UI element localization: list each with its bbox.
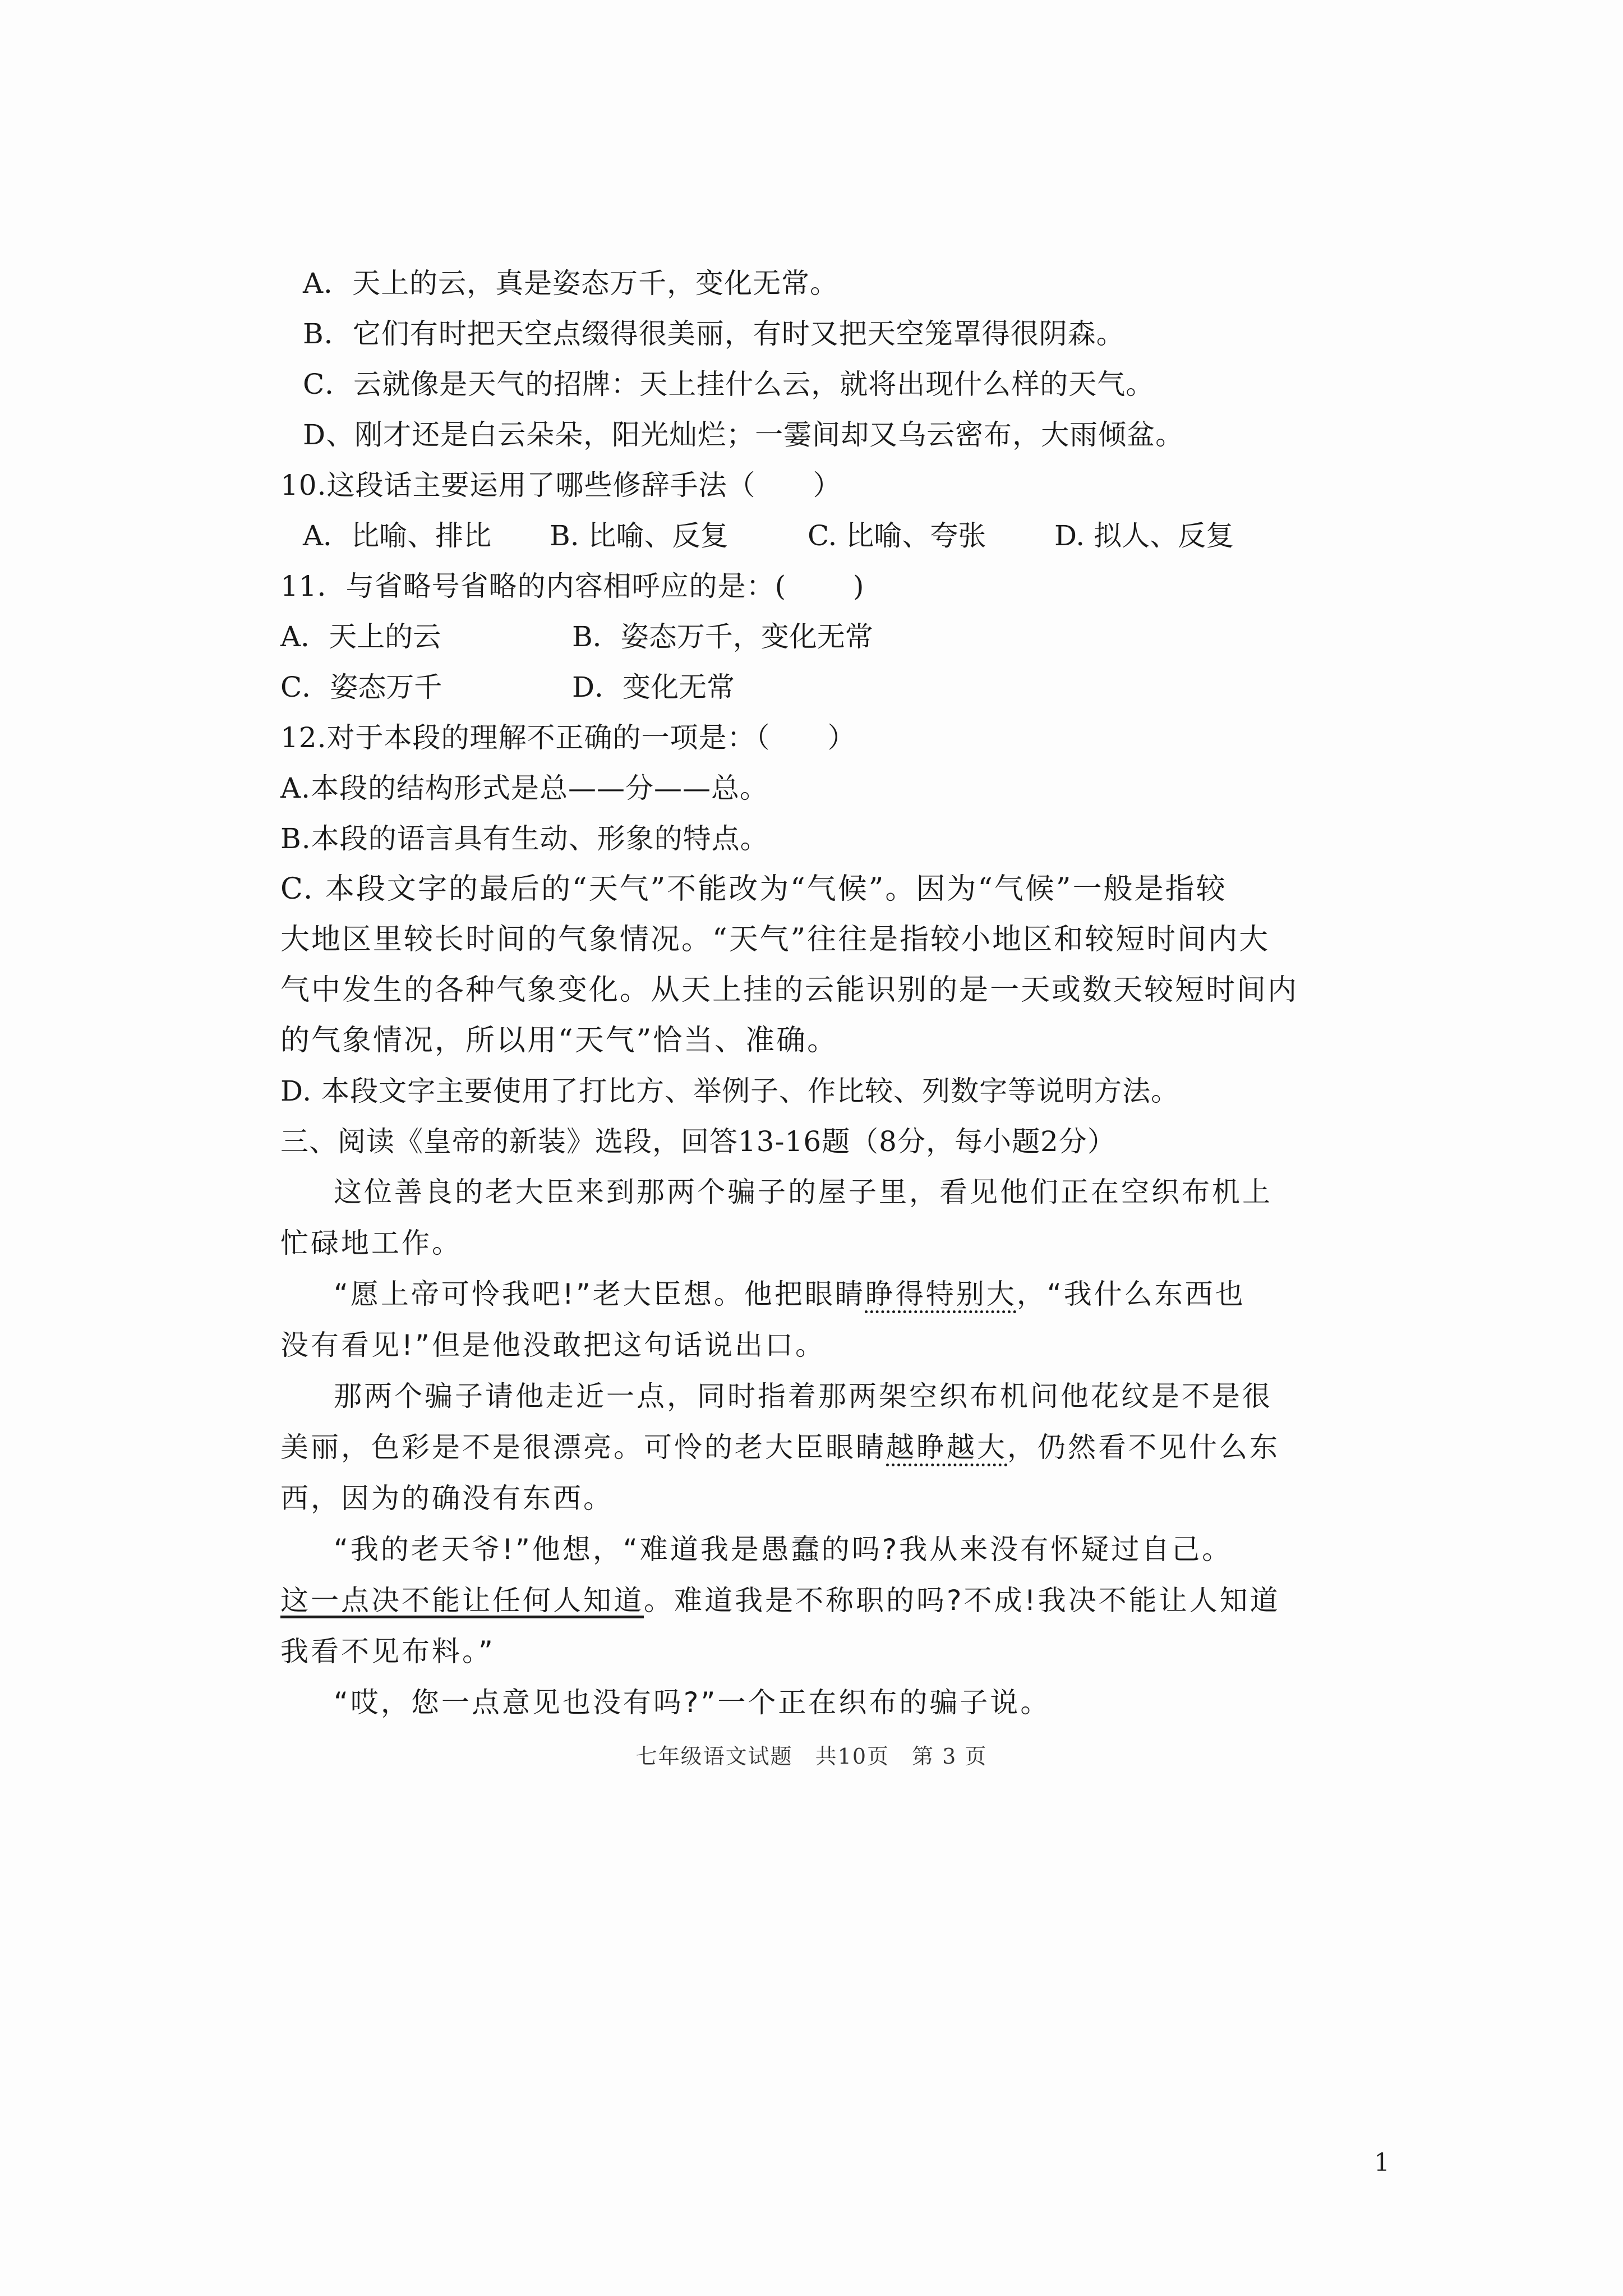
q12-option-c-line: 气中发生的各种气象变化。从天上挂的云能识别的是一天或数天较短时间内 xyxy=(280,973,1299,1007)
q9-option-b: B．它们有时把天空点缀得很美丽，有时又把天空笼罩得很阴森。 xyxy=(303,318,1125,350)
q10-option-a: A．比喻、排比 xyxy=(303,519,492,552)
passage-p4-line3: 我看不见布料。” xyxy=(280,1635,495,1668)
page-footer: 七年级语文试题 共10页 第 3 页 xyxy=(635,1744,988,1769)
passage-p4-text-b: 。难道我是不称职的吗?不成!我决不能让人知道 xyxy=(644,1584,1280,1617)
passage-p1-line1: 这位善良的老大臣来到那两个骗子的屋子里，看见他们正在空织布机上 xyxy=(334,1176,1272,1208)
q10-option-d: D. 拟人、反复 xyxy=(1054,519,1234,552)
exam-content xyxy=(280,258,1299,1728)
passage-p3-text-a: 美丽，色彩是不是很漂亮。可怜的老大臣眼睛 xyxy=(280,1431,886,1464)
q11-option-b: B．姿态万千，变化无常 xyxy=(572,620,873,653)
passage-p3-line1: 那两个骗子请他走近一点，同时指着那两架空织布机问他花纹是不是很 xyxy=(334,1380,1272,1412)
q10-option-b: B. 比喻、反复 xyxy=(550,519,728,552)
q12-option-b: B.本段的语言具有生动、形象的特点。 xyxy=(280,822,769,855)
q9-option-d: D、刚才还是白云朵朵，阳光灿烂；一霎间却又乌云密布，大雨倾盆。 xyxy=(303,418,1184,451)
passage-p1-line2: 忙碌地工作。 xyxy=(280,1227,462,1259)
passage-p4-underlined: 这一点决不能让任何人知道 xyxy=(280,1584,644,1617)
passage-p2-line2: 没有看见!”但是他没敢把这句话说出口。 xyxy=(280,1329,826,1361)
passage-p2-text-a: “愿上帝可怜我吧!”老大臣想。他把眼睛 xyxy=(334,1278,865,1310)
passage-p5: “哎，您一点意见也没有吗?”一个正在织布的骗子说。 xyxy=(334,1686,1051,1719)
q12-option-c-line: C. 本段文字的最后的“天气”不能改为“气候”。因为“气候”一般是指较 xyxy=(280,872,1227,906)
q9-option-c: C．云就像是天气的招牌：天上挂什么云，就将出现什么样的天气。 xyxy=(303,368,1155,401)
q11-options-row1 xyxy=(280,611,1267,662)
q11-options-row2 xyxy=(280,662,1267,712)
passage-p4-line1: “我的老天爷!”他想，“难道我是愚蠢的吗?我从来没有怀疑过自己。 xyxy=(334,1533,1233,1566)
q11-option-d: D．变化无常 xyxy=(572,671,735,703)
passage-p2-emphasis: 睁得特别大 xyxy=(865,1278,1017,1310)
section3-heading: 三、阅读《皇帝的新装》选段，回答13-16题（8分，每小题2分） xyxy=(280,1125,1116,1158)
passage-p2-text-b: ，“我什么东西也 xyxy=(1016,1278,1246,1310)
q12-stem: 12.对于本段的理解不正确的一项是：（ ） xyxy=(280,721,856,754)
passage-p3-line3: 西，因为的确没有东西。 xyxy=(280,1482,614,1515)
passage-p3-text-b: ，仍然看不见什么东 xyxy=(1007,1431,1280,1464)
q11-stem: 11．与省略号省略的内容相呼应的是：( ) xyxy=(280,570,865,602)
q12-option-d: D. 本段文字主要使用了打比方、举例子、作比较、列数字等说明方法。 xyxy=(280,1075,1180,1107)
q12-option-c-line: 的气象情况，所以用“天气”恰当、准确。 xyxy=(280,1024,838,1057)
passage-p2-line1 xyxy=(280,1269,1267,1320)
passage-p3-emphasis: 越睁越大 xyxy=(886,1431,1007,1464)
q10-option-c: C. 比喻、夸张 xyxy=(808,519,986,552)
passage-p3-line2 xyxy=(280,1422,1280,1473)
q9-option-a: A．天上的云，真是姿态万千，变化无常。 xyxy=(303,267,839,300)
q11-option-c: C．姿态万千 xyxy=(280,671,442,703)
q10-stem: 10.这段话主要运用了哪些修辞手法（ ） xyxy=(280,469,842,501)
page-number: 1 xyxy=(1374,2148,1390,2177)
q11-option-a: A．天上的云 xyxy=(280,620,441,653)
q12-option-c-line: 大地区里较长时间的气象情况。“天气”往往是指较小地区和较短时间内大 xyxy=(280,923,1270,956)
q10-options xyxy=(280,510,1267,561)
passage-p4-line2 xyxy=(280,1575,1280,1626)
q12-option-a: A.本段的结构形式是总——分——总。 xyxy=(280,772,769,804)
